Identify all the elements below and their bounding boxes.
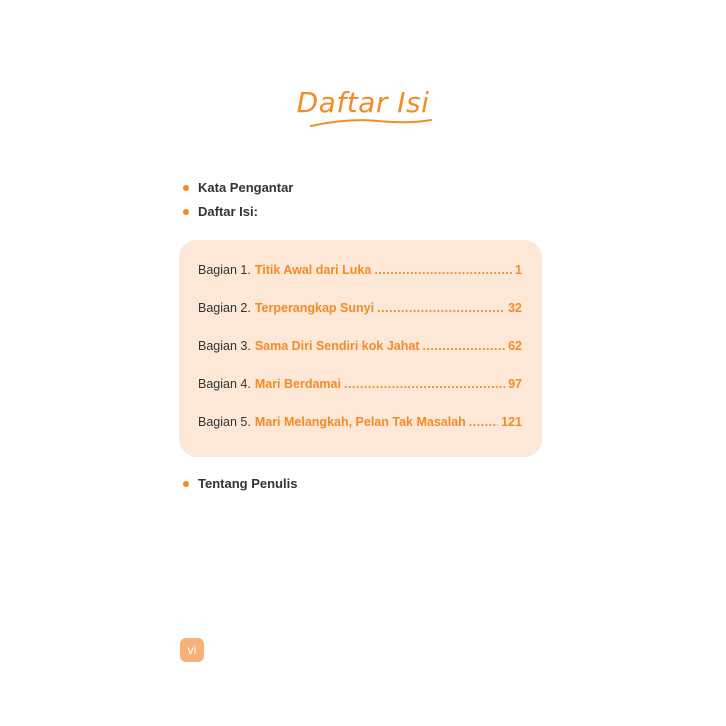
toc-title: Mari Berdamai — [254, 377, 341, 391]
toc-title: Terperangkap Sunyi — [254, 301, 375, 315]
bullet-dot-icon — [183, 209, 189, 215]
toc-prefix: Bagian 4. — [198, 377, 251, 391]
bullet-tentang-penulis — [183, 476, 297, 491]
bullet-kata-pengantar — [183, 180, 293, 195]
toc-leader-dots — [422, 339, 505, 353]
toc-prefix: Bagian 2. — [198, 301, 251, 315]
toc-row-3[interactable] — [198, 339, 522, 353]
title-underline — [308, 114, 434, 130]
toc-row-4[interactable] — [198, 377, 522, 391]
toc-prefix: Bagian 3. — [198, 339, 251, 353]
bullet-daftar-isi — [183, 204, 258, 219]
bullet-dot-icon — [183, 185, 189, 191]
toc-row-2[interactable] — [198, 301, 522, 315]
toc-page-number: 97 — [508, 377, 522, 391]
page-number-badge: vi — [180, 638, 204, 662]
toc-leader-dots — [374, 263, 512, 277]
toc-title: Titik Awal dari Luka — [254, 263, 372, 277]
toc-title: Mari Melangkah, Pelan Tak Masalah — [254, 415, 466, 429]
toc-prefix: Bagian 1. — [198, 263, 251, 277]
toc-row-1[interactable] — [198, 263, 522, 277]
toc-leader-dots — [377, 301, 505, 315]
toc-leader-dots — [344, 377, 505, 391]
toc-row-5[interactable] — [198, 415, 522, 429]
bullet-label: Kata Pengantar — [198, 180, 294, 195]
toc-page-number: 1 — [515, 263, 522, 277]
toc-leader-dots — [469, 415, 498, 429]
bullet-dot-icon — [183, 481, 189, 487]
toc-page-number: 121 — [501, 415, 522, 429]
page-title: Daftar Isi — [296, 86, 430, 119]
bullet-label: Daftar Isi: — [198, 204, 258, 219]
toc-page-number: 32 — [508, 301, 522, 315]
toc-title: Sama Diri Sendiri kok Jahat — [254, 339, 420, 353]
toc-page-number: 62 — [508, 339, 522, 353]
bullet-label: Tentang Penulis — [198, 476, 298, 491]
toc-prefix: Bagian 5. — [198, 415, 251, 429]
